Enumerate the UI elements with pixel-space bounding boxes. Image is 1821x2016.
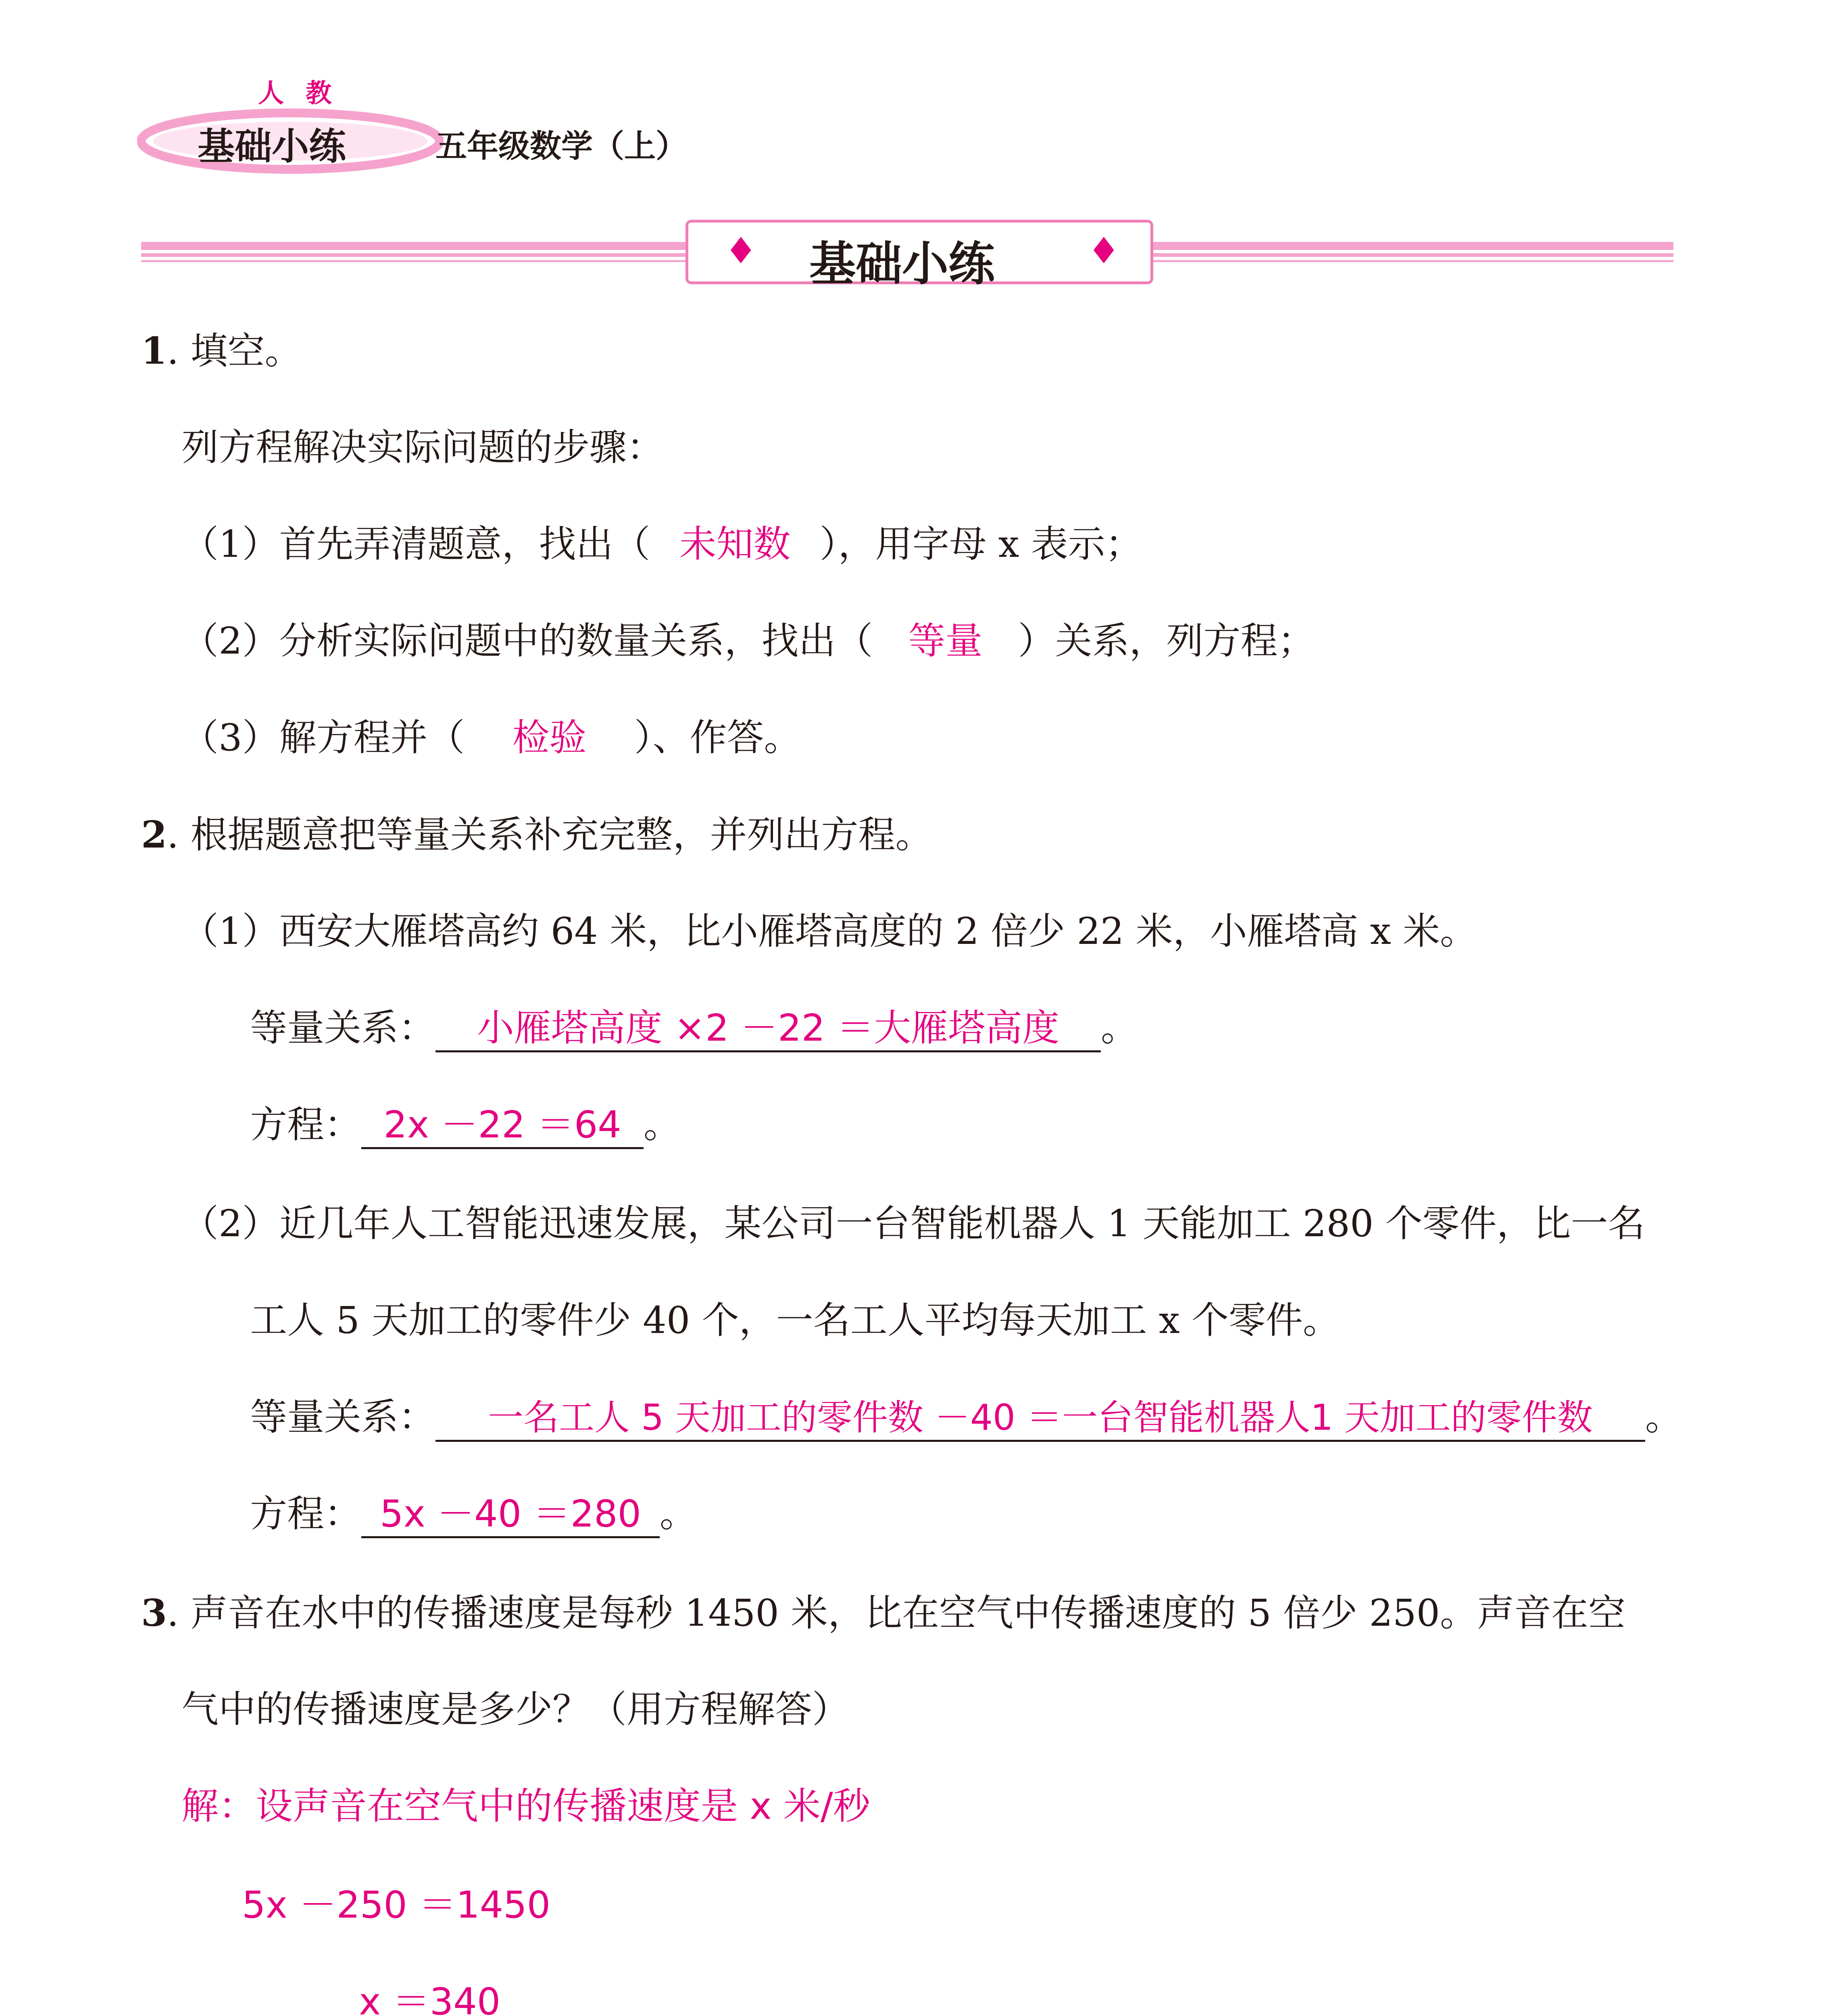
answer-check: 检验 (512, 716, 587, 759)
header-edition: 人 教 (258, 79, 338, 108)
relation-answer-1: 小雁塔高度 ×2 －22 ＝大雁塔高度 (435, 1006, 1101, 1052)
answer-equal: 等量 (908, 619, 983, 662)
q2-part-2-text-b: 工人 5 天加工的零件少 40 个，一名工人平均每天加工 x 个零件。 (250, 1299, 1340, 1342)
q2-part-1-equation: 方程： 2x －22 ＝64 。 (250, 1101, 681, 1149)
equation-answer-2: 5x －40 ＝280 (361, 1492, 660, 1538)
q3-prompt-a: 3. 声音在水中的传播速度是每秒 1450 米，比在空气中传播速度的 5 倍少 250。声音在空 (141, 1591, 1625, 1635)
q3-solution-let: 解：设声音在空气中的传播速度是 x 米/秒 (181, 1785, 870, 1828)
q3-prompt-b: 气中的传播速度是多少？（用方程解答） (181, 1688, 850, 1731)
header-series: 基础小练 (198, 125, 346, 168)
q1-prompt: 1. 填空。 (141, 329, 302, 373)
q1-step-1: （1）首先弄清题意，找出（ 未知数 ），用字母 x 表示； (181, 520, 1142, 569)
q1-step-3: （3）解方程并（ 检验 ）、作答。 (181, 714, 801, 762)
diamond-left-icon: ♦ (725, 230, 757, 272)
section-title: 基础小练 (809, 237, 995, 291)
answer-unknown: 未知数 (679, 523, 791, 566)
diamond-right-icon: ♦ (1088, 230, 1120, 272)
q2-part-2-relation: 等量关系： 一名工人 5 天加工的零件数 －40 ＝一台智能机器人1 天加工的零件数 。 (250, 1393, 1682, 1442)
q3-solution-eq2: x ＝340 (359, 1980, 501, 2016)
q1-step-2: （2）分析实际问题中的数量关系，找出（ 等量 ）关系，列方程； (181, 617, 1315, 665)
q2-part-2-text-a: （2）近几年人工智能迅速发展，某公司一台智能机器人 1 天能加工 280 个零件，比一名 (181, 1202, 1645, 1245)
header-grade: 五年级数学（上） (435, 128, 688, 165)
equation-answer-1: 2x －22 ＝64 (361, 1103, 644, 1149)
q2-part-1-text: （1）西安大雁塔高约 64 米，比小雁塔高度的 2 倍少 22 米，小雁塔高 x 米。 (181, 910, 1477, 953)
q2-part-2-equation: 方程： 5x －40 ＝280 。 (250, 1490, 697, 1538)
header (137, 73, 742, 177)
q3-solution-eq1: 5x －250 ＝1450 (242, 1883, 551, 1926)
section-title-box (685, 220, 1153, 291)
q2-prompt: 2. 根据题意把等量关系补充完整，并列出方程。 (141, 813, 933, 856)
relation-answer-2: 一名工人 5 天加工的零件数 －40 ＝一台智能机器人1 天加工的零件数 (435, 1395, 1645, 1442)
q1-intro: 列方程解决实际问题的步骤： (181, 426, 664, 469)
q2-part-1-relation: 等量关系： 小雁塔高度 ×2 －22 ＝大雁塔高度 。 (250, 1004, 1138, 1052)
